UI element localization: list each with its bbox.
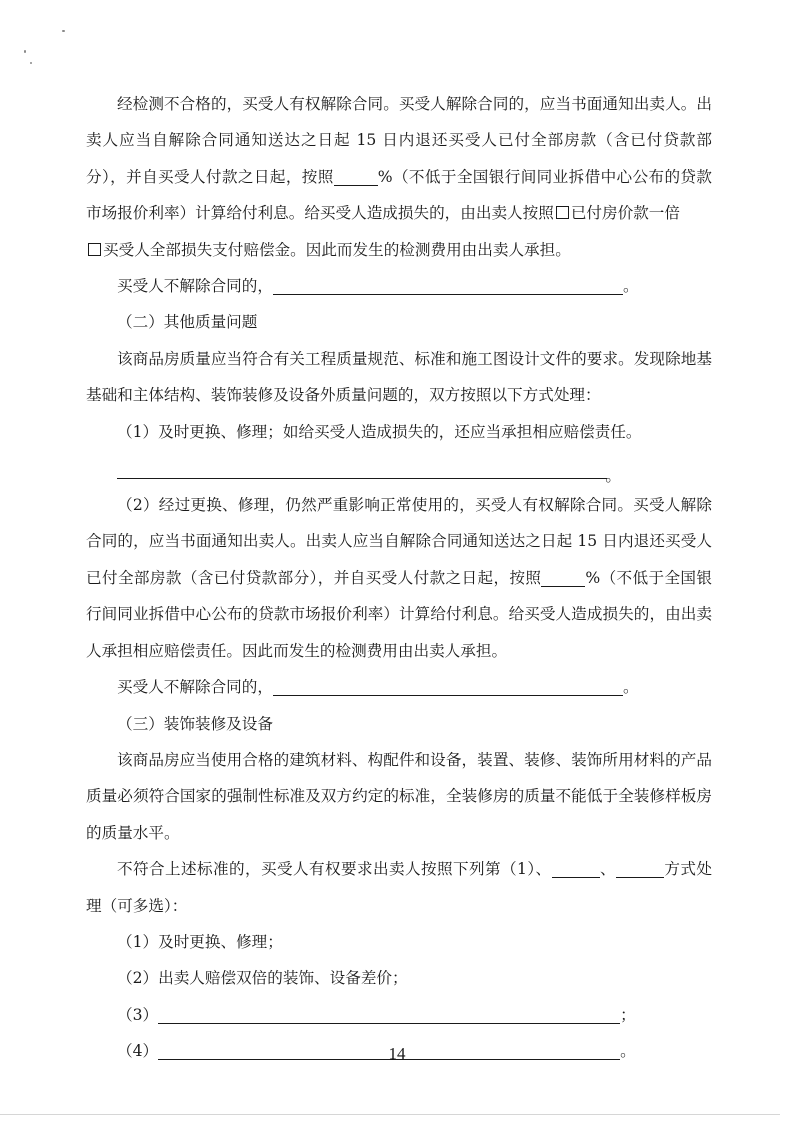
scan-speck — [30, 62, 32, 64]
period: 。 — [622, 678, 639, 697]
page-number: 14 — [388, 1044, 406, 1063]
remedy-option-label: （3） — [117, 1005, 159, 1024]
no-termination-line — [86, 669, 712, 705]
remedy-option-3-blank[interactable] — [158, 1003, 620, 1024]
remedy-choice-blank-2[interactable] — [616, 857, 664, 878]
clause-text-part: %（不低于全国银行间同业拆借中心公布的贷款市场报价利率）计算给付利息。给买受人造成损失的，由出卖人按照 — [86, 167, 712, 223]
clause-text-part: 经检测不合格的，买受人有权解除合同。买受人解除合同的，应当书面通知出卖人。出卖人应当自解除合同通知送达之日起 15 日内退还买受人已付全部房款（含已付贷款部分），并自买受人付款之日起，按照 — [86, 95, 712, 186]
option-2-text: （2）经过更换、修理，仍然严重影响正常使用的，买受人有权解除合同。买受人解除合同的，应当书面通知出卖人。出卖人应当自解除合同通知送达之日起 15 日内退还买受人已付全部房款（含已付贷款部分），并自买受人付款之日起，按照 — [86, 496, 712, 587]
checkbox-full-loss[interactable] — [88, 243, 101, 256]
remedy-choice-text: 不符合上述标准的，买受人有权要求出卖人按照下列第（1）、 — [117, 860, 552, 879]
option-1: （1）及时更换、修理；如给买受人造成损失的，还应当承担相应赔偿责任。 — [117, 422, 642, 441]
decoration-requirement: 该商品房应当使用合格的建筑材料、构配件和设备，装置、装修、装饰所用材料的产品质量必须符合国家的强制性标准及双方约定的标准，全装修房的质量不能低于全装修样板房的质量水平。 — [86, 750, 712, 842]
interest-rate-blank[interactable] — [541, 566, 585, 587]
quality-requirement: 该商品房质量应当符合有关工程质量规范、标准和施工图设计文件的要求。发现除地基基础和主体结构、装饰装修及设备外质量问题的，双方按照以下方式处理： — [86, 349, 712, 405]
section-heading: （二）其他质量问题 — [117, 313, 258, 332]
remedy-choice — [86, 851, 712, 924]
no-termination-label: 买受人不解除合同的， — [117, 277, 273, 296]
section-heading: （三）装饰装修及设备 — [117, 714, 273, 733]
scan-speck — [62, 30, 65, 32]
contract-body — [86, 86, 712, 1070]
clause-text-part: 买受人全部损失支付赔偿金。因此而发生的检测费用由出卖人承担。 — [103, 240, 571, 259]
period: 。 — [620, 1042, 636, 1061]
no-termination-label: 买受人不解除合同的， — [117, 678, 273, 697]
remedy-option-label: （4） — [117, 1042, 159, 1061]
option-2 — [86, 487, 712, 669]
remedy-option-2: （2）出卖人赔偿双倍的装饰、设备差价； — [117, 969, 408, 988]
remedy-choice-blank-1[interactable] — [552, 857, 600, 878]
no-termination-blank[interactable] — [273, 675, 623, 696]
no-termination-line — [86, 268, 712, 304]
remedy-option-1: （1）及时更换、修理； — [117, 932, 283, 951]
scan-speck — [24, 50, 26, 53]
termination-clause — [86, 86, 712, 268]
period: 。 — [605, 467, 621, 486]
option-2-text: %（不低于全国银行间同业拆借中心公布的贷款市场报价利率）计算给付利息。给买受人造成损失的，由出卖人承担相应赔偿责任。因此而发生的检测费用由出卖人承担。 — [86, 568, 712, 660]
checkbox-double-price[interactable] — [556, 206, 569, 219]
semicolon: ； — [620, 1005, 636, 1024]
remedy-option-3 — [86, 997, 712, 1033]
no-termination-blank[interactable] — [273, 274, 623, 295]
option-1-extra-blank[interactable] — [117, 458, 621, 486]
remedy-choice-text: 方式处理（可多选）： — [86, 860, 712, 915]
clause-text-part: 已付房价款一倍 — [570, 204, 680, 223]
separator: 、 — [599, 860, 616, 879]
interest-rate-blank[interactable] — [334, 165, 378, 186]
scan-edge-line — [0, 1114, 780, 1115]
period: 。 — [622, 277, 639, 296]
